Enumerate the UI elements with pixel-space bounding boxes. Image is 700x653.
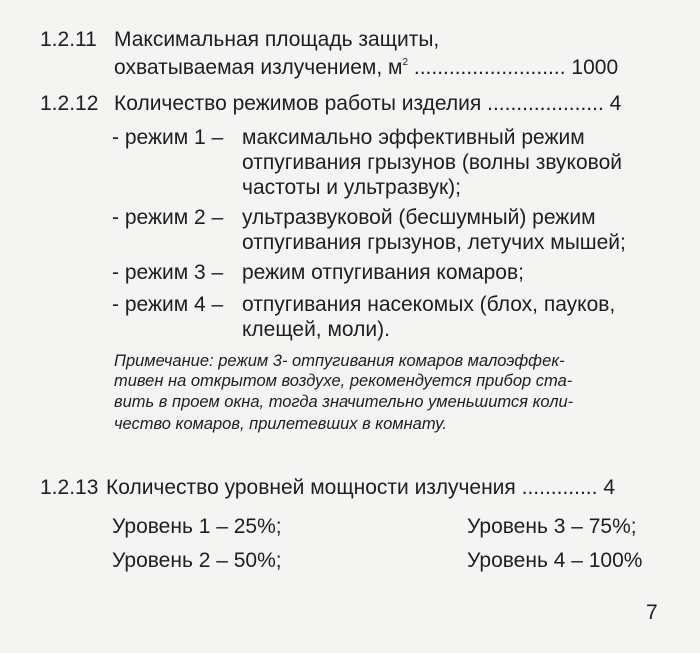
level-4: Уровень 4 – 100% — [467, 549, 643, 572]
item-1-2-13-dots: ............. — [521, 476, 598, 499]
item-1-2-12-number: 1.2.12 — [40, 92, 99, 115]
mode-3-line: режим отпугивания комаров; — [242, 261, 524, 284]
item-1-2-13-line — [106, 475, 615, 501]
item-1-2-12-line — [114, 91, 621, 117]
item-1-2-11-line2 — [114, 55, 618, 81]
mode-2-line: ультразвуковой (бесшумный) режим — [242, 206, 596, 229]
item-1-2-12-label: Количество режимов работы изделия — [114, 92, 482, 115]
item-1-2-13-label: Количество уровней мощности излучения — [106, 476, 516, 499]
mode-2-line: отпугивания грызунов, летучих мышей; — [242, 231, 626, 254]
item-1-2-11-dots: .......................... — [413, 56, 566, 79]
note-line: Примечание: режим 3- отпугивания комаров малоэффек- — [114, 352, 565, 370]
item-1-2-11-value: 1000 — [571, 56, 619, 79]
level-2: Уровень 2 – 50%; — [112, 549, 282, 572]
item-1-2-11-number: 1.2.11 — [40, 28, 97, 51]
note-line: тивен на открытом воздухе, рекомендуется прибор ста- — [114, 372, 573, 390]
item-1-2-12-dots: .................... — [487, 92, 604, 115]
mode-1-line: отпугивания грызунов (волны звуковой — [242, 151, 622, 174]
page-number: 7 — [646, 601, 658, 624]
item-1-2-11-text: охватываемая излучением, м — [114, 56, 403, 79]
mode-2-label: - режим 2 – — [112, 206, 224, 229]
note-line: вить в проем окна, тогда значительно уменьшится коли- — [114, 393, 574, 411]
level-3: Уровень 3 – 75%; — [467, 515, 637, 538]
item-1-2-13-value: 4 — [603, 476, 616, 499]
mode-3-label: - режим 3 – — [112, 261, 224, 284]
mode-4-label: - режим 4 – — [112, 293, 224, 316]
note-line: чество комаров, прилетевших в комнату. — [114, 415, 447, 433]
item-1-2-11-superscript: 2 — [402, 57, 409, 68]
mode-1-line: максимально эффективный режим — [242, 126, 585, 149]
level-1: Уровень 1 – 25%; — [112, 515, 282, 538]
mode-4-line: отпугивания насекомых (блох, пауков, — [242, 293, 616, 316]
item-1-2-13-number: 1.2.13 — [40, 476, 99, 499]
item-1-2-11-line1: Максимальная площадь защиты, — [114, 28, 440, 51]
mode-1-line: частоты и ультразвук); — [242, 176, 462, 199]
item-1-2-12-value: 4 — [609, 92, 622, 115]
mode-4-line: клещей, моли). — [242, 318, 390, 341]
mode-1-label: - режим 1 – — [112, 126, 224, 149]
